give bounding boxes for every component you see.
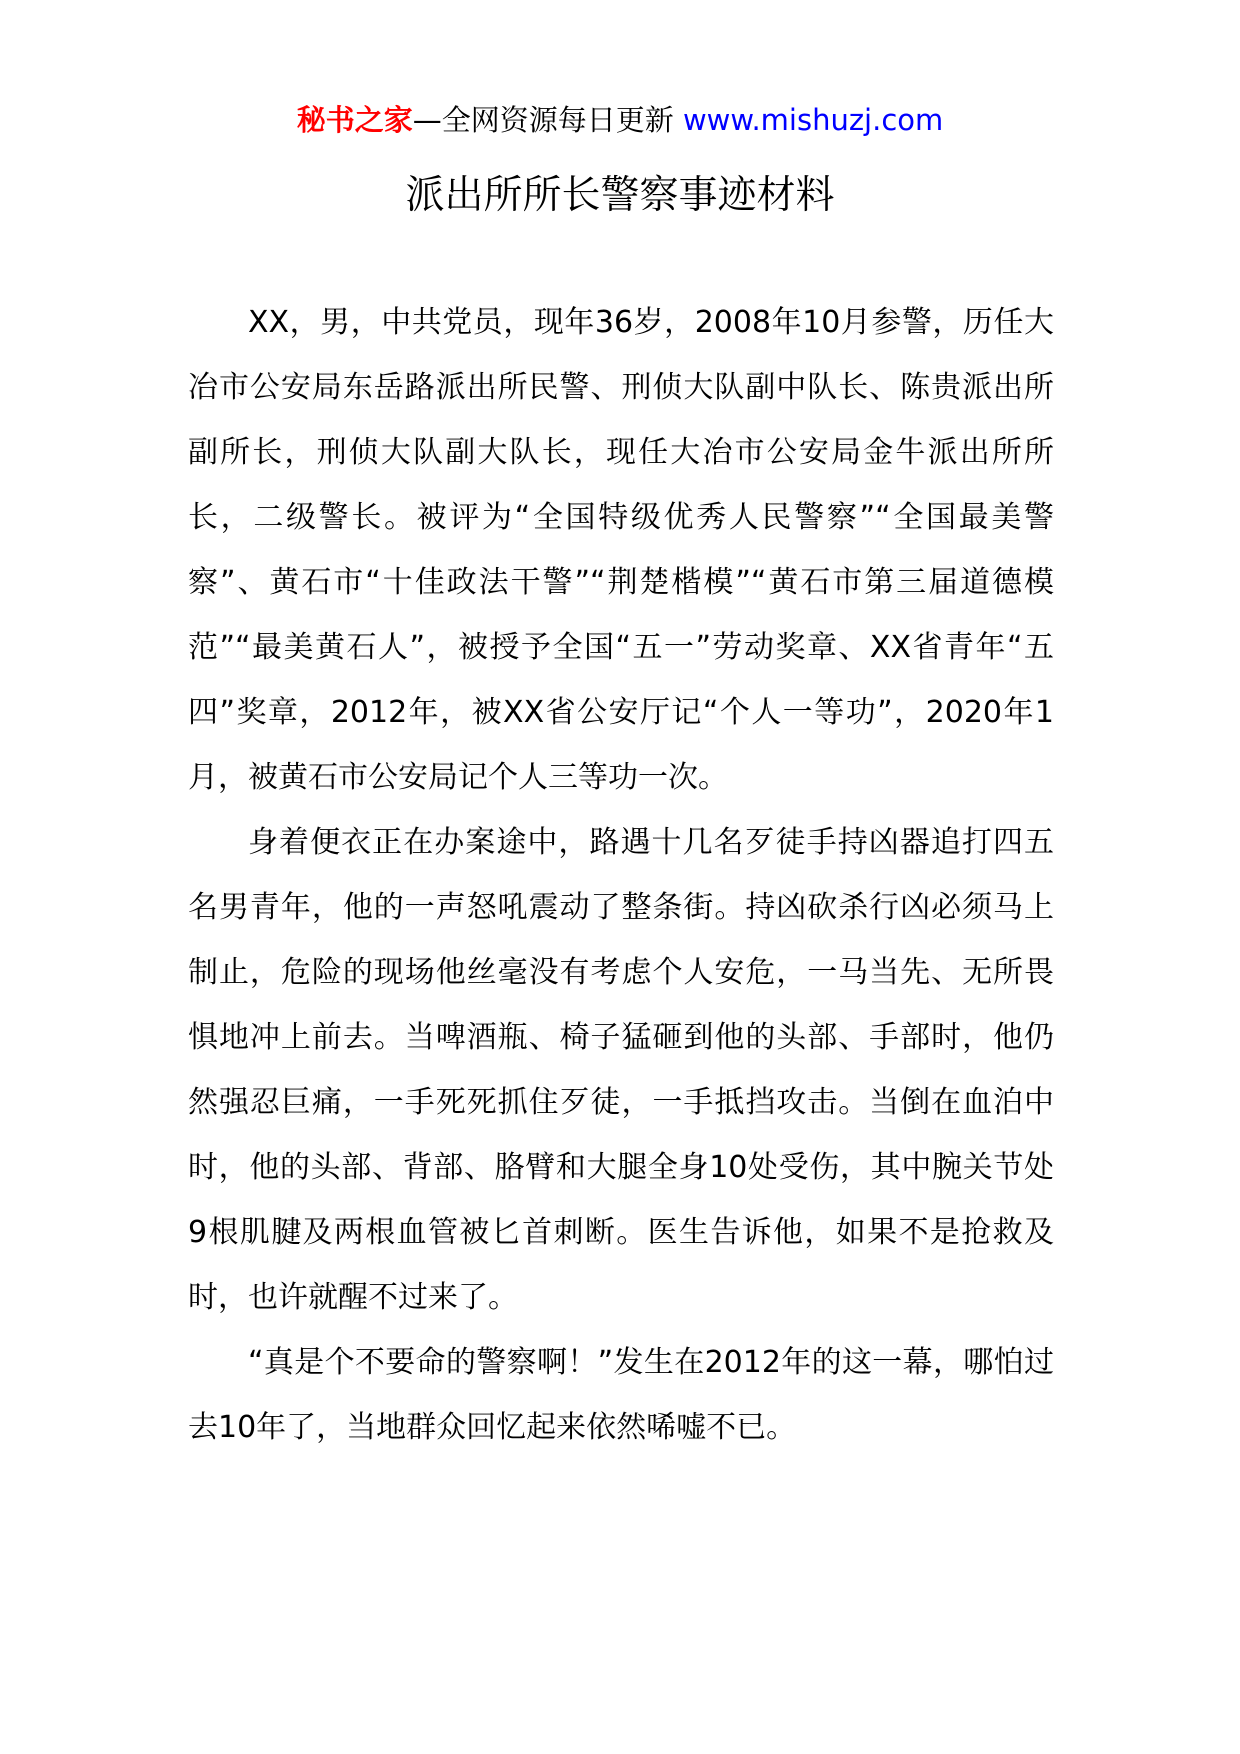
body-paragraph: “真是个不要命的警察啊！”发生在2012年的这一幕，哪怕过去10年了，当地群众回忆起来依然唏嘘不已。	[188, 1345, 1054, 1445]
site-header	[0, 100, 1240, 140]
document-body	[188, 290, 1054, 1460]
document-title: 派出所所长警察事迹材料	[405, 173, 835, 218]
header-tagline: —全网资源每日更新	[412, 103, 674, 137]
body-paragraph: XX，男，中共党员，现年36岁，2008年10月参警，历任大冶市公安局东岳路派出所民警、刑侦大队副中队长、陈贵派出所副所长，刑侦大队副大队长，现任大冶市公安局金牛派出所所长，二级警长。被评为“全国特级优秀人民警察”“全国最美警察”、黄石市“十佳政法干警”“荆楚楷模”“黄石市第三届道德模范”“最美黄石人”，被授予全国“五一”劳动奖章、XX省青年“五四”奖章，2012年，被XX省公安厅记“个人一等功”，2020年1月，被黄石市公安局记个人三等功一次。	[188, 305, 1054, 795]
body-paragraph: 身着便衣正在办案途中，路遇十几名歹徒手持凶器追打四五名男青年，他的一声怒吼震动了整条街。持凶砍杀行凶必须马上制止，危险的现场他丝毫没有考虑个人安危，一马当先、无所畏惧地冲上前去。当啤酒瓶、椅子猛砸到他的头部、手部时，他仍然强忍巨痛，一手死死抓住歹徒，一手抵挡攻击。当倒在血泊中时，他的头部、背部、胳臂和大腿全身10处受伤，其中腕关节处9根肌腱及两根血管被匕首刺断。医生告诉他，如果不是抢救及时，也许就醒不过来了。	[188, 825, 1054, 1315]
site-url-link[interactable]: www.mishuzj.com	[682, 103, 944, 137]
brand-name: 秘书之家	[296, 103, 413, 137]
